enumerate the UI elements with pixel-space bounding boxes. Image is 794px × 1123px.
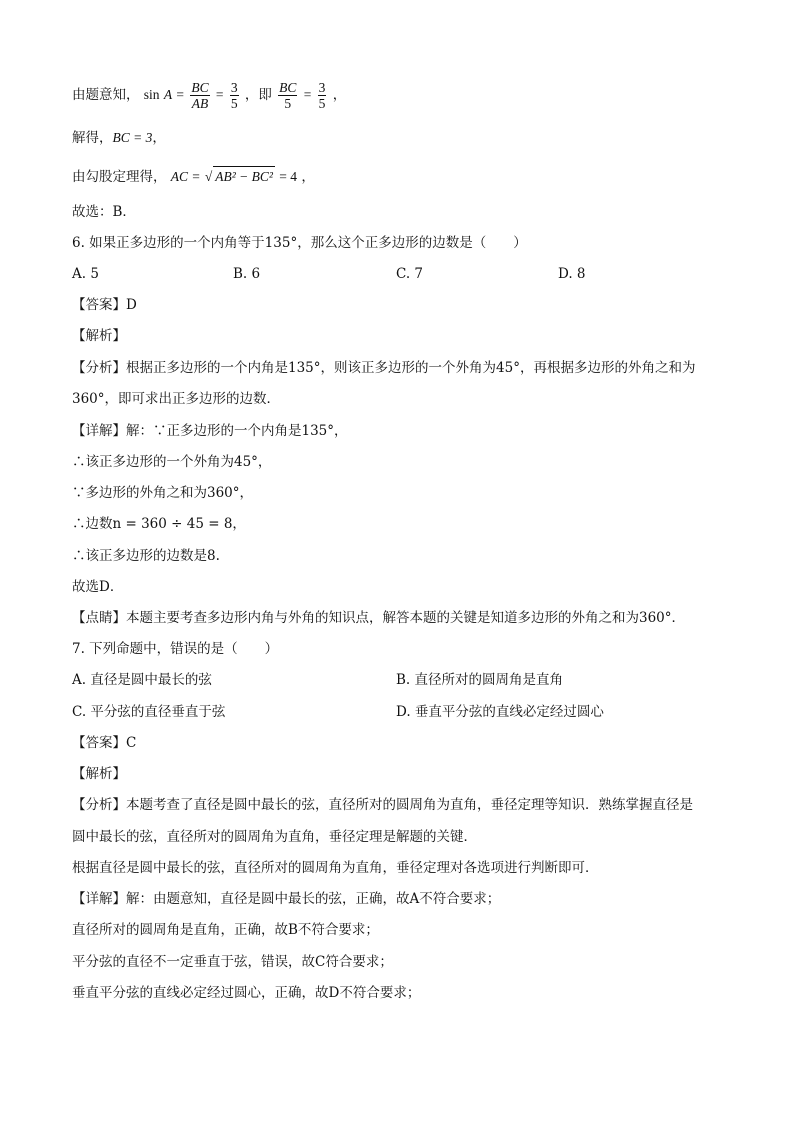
- equals: =: [176, 87, 185, 102]
- q6-detail-line-3: ∵多边形的外角之和为360°，: [72, 485, 254, 501]
- q6-detail-line-4: ∴边数n = 360 ÷ 45 = 8，: [72, 516, 246, 532]
- detail-text: 解：由题意知，直径是圆中最长的弦，正确，故A不符合要求；: [126, 891, 501, 907]
- fraction-denominator: 5: [284, 96, 292, 111]
- q7-fenxi-line-1: [72, 795, 693, 815]
- equals: =: [215, 87, 224, 102]
- q6-detail-line-6: 故选D．: [72, 579, 124, 595]
- fenxi-tag: 【分析】: [72, 360, 126, 376]
- equation-rhs: = 4: [279, 169, 298, 184]
- answer-value: C: [126, 735, 137, 751]
- var-a: A: [163, 87, 173, 102]
- q7-detail-line-1: [72, 889, 500, 909]
- fraction-numerator: 3: [230, 80, 238, 95]
- fraction-denominator: 5: [318, 96, 326, 111]
- q6-analysis-tag: 【解析】: [72, 328, 126, 344]
- equals: =: [303, 87, 312, 102]
- q7-option-b: B. 直径所对的圆周角是直角: [396, 672, 564, 688]
- q6-option-d: D. 8: [558, 266, 586, 282]
- fenxi-text: 根据正多边形的一个内角是135°，则该正多边形的一个外角为45°，再根据多边形的外角之和为: [126, 360, 696, 376]
- detail-tag: 【详解】: [72, 423, 126, 439]
- q7-option-c: C. 平分弦的直径垂直于弦: [72, 704, 226, 720]
- q7-answer: [72, 733, 136, 753]
- q6-fenxi-line-2: 360°，即可求出正多边形的边数．: [72, 391, 281, 407]
- sin-text: sin: [143, 87, 160, 102]
- q6-detail-line-2: ∴该正多边形的一个外角为45°，: [72, 454, 272, 470]
- fraction: [190, 80, 209, 111]
- q7-fenxi-line-3: 根据直径是圆中最长的弦，直径所对的圆周角为直角，垂径定理对各选项进行判断即可．: [72, 860, 599, 876]
- q6-detail-line-1: [72, 421, 348, 441]
- fraction: [318, 80, 327, 111]
- sqrt-sign: √: [204, 169, 213, 184]
- fraction: [230, 80, 239, 111]
- q7-detail-line-4: 垂直平分弦的直线必定经过圆心，正确，故D不符合要求；: [72, 985, 421, 1001]
- q7-fenxi-line-2: 圆中最长的弦，直径所对的圆周角为直角，垂径定理是解题的关键．: [72, 829, 477, 845]
- equation: BC = 3: [112, 130, 153, 145]
- q6-option-a: A. 5: [72, 266, 99, 282]
- fraction: [278, 80, 297, 111]
- detail-tag: 【详解】: [72, 891, 126, 907]
- q6-detail-line-5: ∴该正多边形的边数是8.: [72, 548, 220, 564]
- fraction-numerator: BC: [191, 80, 209, 95]
- answer-tag: 【答案】: [72, 735, 126, 751]
- answer-tag: 【答案】: [72, 297, 126, 313]
- sqrt-radicand: AB² − BC²: [213, 166, 275, 187]
- q6-answer: [72, 295, 137, 315]
- q7-detail-line-3: 平分弦的直径不一定垂直于弦，错误，故C符合要求；: [72, 954, 393, 970]
- solution-line-2: [72, 128, 166, 148]
- comment-text: 本题主要考查多边形内角与外角的知识点，解答本题的关键是知道多边形的外角之和为360°．: [126, 610, 686, 626]
- text: 由勾股定理得，: [72, 169, 167, 185]
- text: ，: [332, 87, 347, 103]
- text: 由题意知，: [72, 87, 140, 103]
- fraction-denominator: 5: [230, 96, 238, 111]
- text: ，: [152, 130, 166, 146]
- fenxi-text: 本题考查了直径是圆中最长的弦，直径所对的圆周角为直角，垂径定理等知识．熟练掌握直径是: [126, 797, 693, 813]
- fenxi-tag: 【分析】: [72, 797, 126, 813]
- equation-lhs: AC =: [170, 169, 201, 184]
- text: ，: [301, 169, 315, 185]
- solution-conclusion: 故选：B．: [72, 204, 136, 220]
- solution-line-3: [72, 166, 315, 187]
- answer-value: D: [126, 297, 137, 313]
- q6-comment: [72, 608, 685, 628]
- fraction-numerator: BC: [279, 80, 297, 95]
- text: ，即: [244, 87, 272, 103]
- text: 解得，: [72, 130, 113, 146]
- question-7-stem: 7. 下列命题中，错误的是（ ）: [72, 641, 279, 657]
- fraction-denominator: AB: [191, 96, 209, 111]
- comment-tag: 【点睛】: [72, 610, 126, 626]
- question-6-stem: 6. 如果正多边形的一个内角等于135°，那么这个正多边形的边数是（ ）: [72, 235, 527, 251]
- detail-text: 解：∵正多边形的一个内角是135°，: [126, 423, 348, 439]
- q7-option-a: A. 直径是圆中最长的弦: [72, 672, 212, 688]
- q6-option-c: C. 7: [396, 266, 424, 282]
- q6-fenxi-line-1: [72, 358, 695, 378]
- q6-option-b: B. 6: [233, 266, 261, 282]
- fraction-numerator: 3: [318, 80, 326, 95]
- q7-option-d: D. 垂直平分弦的直线必定经过圆心: [396, 704, 604, 720]
- q7-analysis-tag: 【解析】: [72, 766, 126, 782]
- q7-detail-line-2: 直径所对的圆周角是直角，正确，故B不符合要求；: [72, 922, 379, 938]
- solution-line-1: [72, 80, 346, 111]
